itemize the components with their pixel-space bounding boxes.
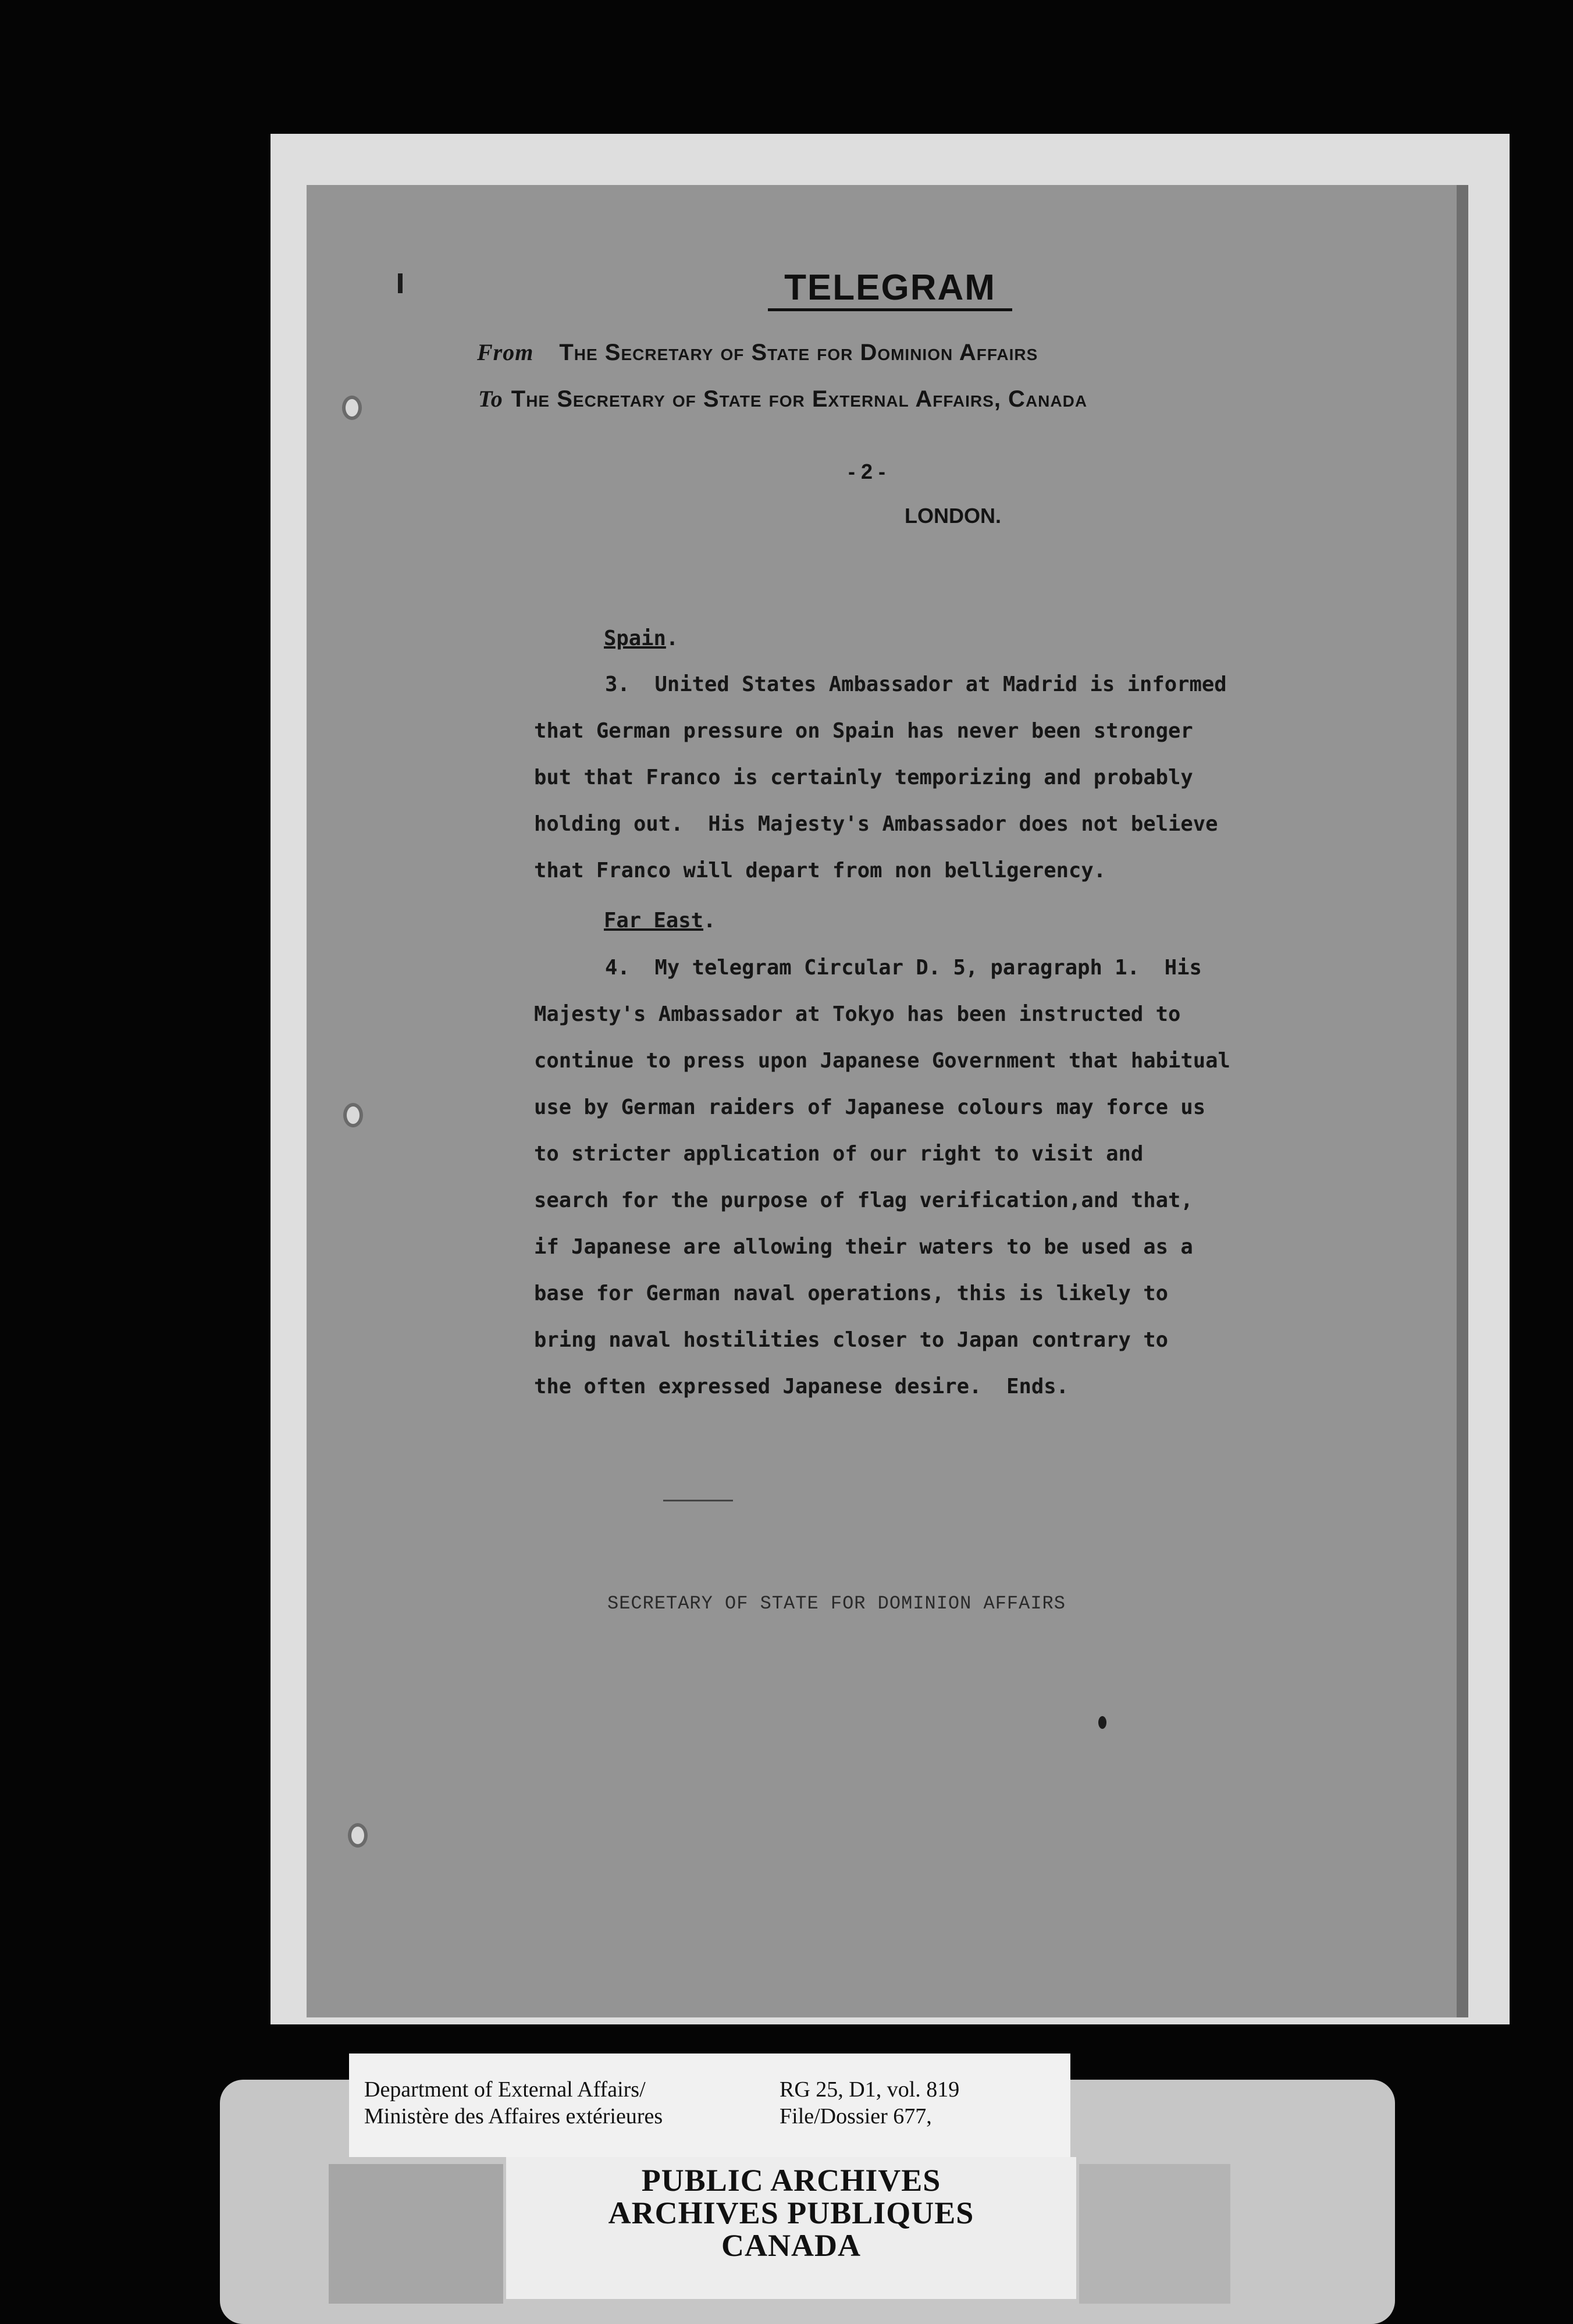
fareast-line-5: to stricter application of our right to visit and [534, 1142, 1144, 1166]
spain-heading: Spain. [604, 627, 679, 650]
spain-line-3: but that Franco is certainly temporizing and probably [534, 766, 1193, 789]
archives-stamp [506, 2164, 1076, 2262]
from-value: The Secretary of State for Dominion Affairs [559, 340, 1038, 365]
punch-hole-top [342, 396, 362, 420]
page-edge-shadow [1457, 185, 1468, 2017]
fareast-line-10: the often expressed Japanese desire. Ends. [534, 1375, 1069, 1398]
fareast-line-2: Majesty's Ambassador at Tokyo has been instructed to [534, 1002, 1181, 1026]
spain-line-1: 3. United States Ambassador at Madrid is informed [605, 672, 1227, 696]
fareast-line-4: use by German raiders of Japanese colours may force us [534, 1095, 1206, 1119]
spain-line-2: that German pressure on Spain has never been stronger [534, 719, 1193, 743]
to-label: To [478, 386, 503, 412]
department-fr: Ministère des Affaires extérieures [364, 2104, 663, 2129]
stamp-line-1: PUBLIC ARCHIVES [641, 2163, 941, 2198]
archive-label-left-tab [329, 2164, 503, 2304]
fareast-line-6: search for the purpose of flag verification,and that, [534, 1188, 1193, 1212]
to-line [478, 385, 1087, 412]
punch-hole-bottom [348, 1823, 368, 1848]
fareast-line-7: if Japanese are allowing their waters to be used as a [534, 1235, 1193, 1259]
spain-line-4: holding out. His Majesty's Ambassador does not believe [534, 812, 1218, 836]
archive-label-right-tab [1079, 2164, 1230, 2304]
punch-hole-middle [343, 1103, 363, 1127]
fareast-line-8: base for German naval operations, this is likely to [534, 1282, 1169, 1305]
stamp-line-3: CANADA [721, 2228, 861, 2263]
spain-line-5: that Franco will depart from non belligerency. [534, 859, 1106, 882]
stamp-line-2: ARCHIVES PUBLIQUES [608, 2195, 974, 2230]
page-number: - 2 - [848, 460, 886, 483]
to-value: The Secretary of State for External Affairs, Canada [511, 386, 1088, 412]
reference-rg: RG 25, D1, vol. 819 [780, 2077, 960, 2102]
department-en: Department of External Affairs/ [364, 2077, 646, 2102]
fareast-heading: Far East. [604, 909, 716, 933]
margin-mark [398, 273, 403, 293]
reference-file: File/Dossier 677, [780, 2104, 932, 2129]
ink-spot [1098, 1716, 1106, 1729]
pencil-stroke [663, 1500, 733, 1501]
telegram-heading: TELEGRAM [768, 269, 1012, 311]
signature-line: SECRETARY OF STATE FOR DOMINION AFFAIRS [607, 1593, 1066, 1614]
from-line [477, 339, 1038, 366]
fareast-line-9: bring naval hostilities closer to Japan contrary to [534, 1328, 1169, 1352]
fareast-line-1: 4. My telegram Circular D. 5, paragraph 1. His [605, 956, 1202, 980]
from-label: From [477, 339, 534, 365]
location: LONDON. [905, 504, 1001, 528]
fareast-line-3: continue to press upon Japanese Government that habitual [534, 1049, 1230, 1073]
